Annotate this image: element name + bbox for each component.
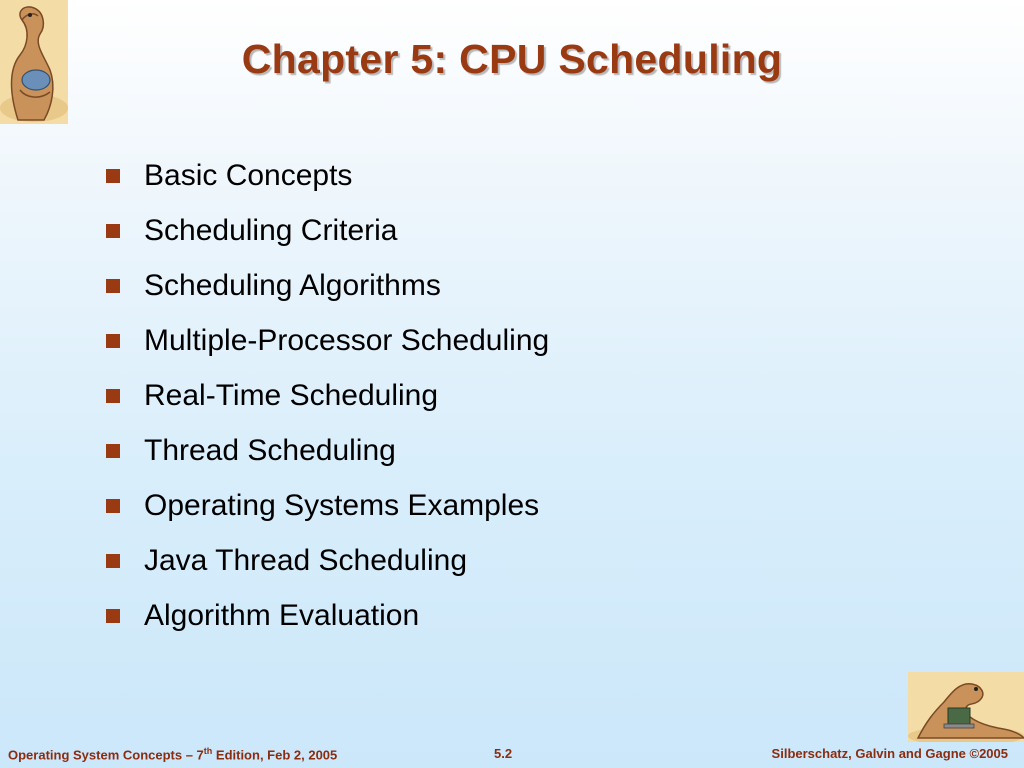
bullet-item	[106, 588, 549, 643]
square-bullet-icon	[106, 609, 120, 623]
square-bullet-icon	[106, 389, 120, 403]
footer-left-text: Operating System Concepts – 7	[8, 747, 204, 763]
bullet-item	[106, 368, 549, 423]
bullet-text: Scheduling Criteria	[144, 213, 398, 247]
footer-left-edition: Edition, Feb 2, 2005	[212, 747, 338, 763]
square-bullet-icon	[106, 554, 120, 568]
square-bullet-icon	[106, 224, 120, 238]
slide-title: Chapter 5: CPU Scheduling	[241, 36, 783, 82]
bullet-text: Real-Time Scheduling	[144, 378, 439, 412]
bullet-text: Basic Concepts	[144, 158, 353, 192]
bullet-item	[106, 533, 549, 588]
footer-course-info	[8, 746, 337, 762]
bullet-text: Algorithm Evaluation	[144, 598, 420, 632]
square-bullet-icon	[106, 499, 120, 513]
bullet-item	[106, 148, 549, 203]
footer-left-superscript: th	[203, 746, 213, 756]
square-bullet-icon	[106, 279, 120, 293]
dinosaur-with-laptop-illustration	[908, 672, 1024, 742]
bullet-item	[106, 203, 549, 258]
square-bullet-icon	[106, 169, 120, 183]
bullet-item	[106, 478, 549, 533]
bullet-text: Thread Scheduling	[144, 433, 396, 467]
bullet-item	[106, 258, 549, 313]
bullet-item	[106, 423, 549, 478]
bullet-list	[106, 148, 549, 643]
bullet-text: Scheduling Algorithms	[144, 268, 441, 302]
square-bullet-icon	[106, 334, 120, 348]
bullet-text: Operating Systems Examples	[144, 488, 540, 522]
bullet-text: Multiple-Processor Scheduling	[144, 323, 550, 357]
square-bullet-icon	[106, 444, 120, 458]
bullet-item	[106, 313, 549, 368]
bullet-text: Java Thread Scheduling	[144, 543, 467, 577]
slide-number: 5.2	[494, 746, 513, 761]
footer-copyright: Silberschatz, Galvin and Gagne ©2005	[771, 746, 1008, 761]
